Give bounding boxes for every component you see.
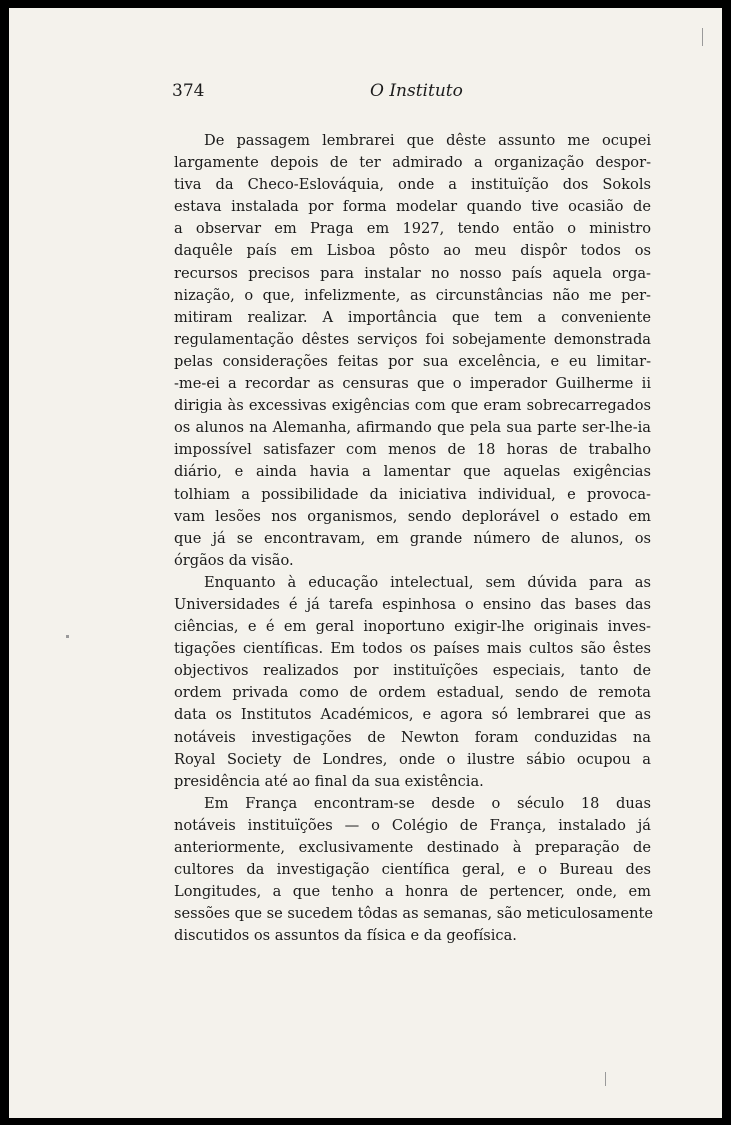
paragraph-3 — [174, 793, 651, 948]
text-line: que já se encontravam, em grande número de alunos, os — [174, 529, 651, 547]
text-line: data os Institutos Académicos, e agora só lembrarei que as — [174, 706, 651, 724]
text-line: dirigia às excessivas exigências com que eram sobrecarregados — [174, 397, 651, 415]
text-line: sessões que se sucedem tôdas as semanas, são meticulosamente — [174, 905, 653, 923]
text-line: tigações científicas. Em todos os países mais cultos são êstes — [174, 640, 651, 658]
text-line: Em França encontram-se desde o século 18 duas — [204, 794, 651, 812]
text-line: os alunos na Alemanha, afirmando que pela sua parte ser-lhe-ia — [174, 419, 651, 437]
text-line: Royal Society de Londres, onde o ilustre sábio ocupou a — [174, 750, 651, 768]
page-number: 374 — [172, 81, 205, 101]
text-line: mitiram realizar. A importância que tem a conveniente — [174, 308, 651, 326]
text-line: largamente depois de ter admirado a organização despor- — [174, 154, 651, 172]
text-line: objectivos realizados por instituïções especiais, tanto de — [174, 662, 651, 680]
page-header — [172, 81, 650, 105]
book-page — [9, 8, 722, 1118]
text-line: Longitudes, a que tenho a honra de pertencer, onde, em — [174, 883, 651, 901]
paragraph-2 — [174, 572, 651, 793]
text-line: ciências, e é em geral inoportuno exigir-lhe originais inves- — [174, 618, 651, 636]
text-line: notáveis investigações de Newton foram conduzidas na — [174, 728, 651, 746]
paragraph-1 — [174, 130, 651, 572]
text-line: estava instalada por forma modelar quando tive ocasião de — [174, 198, 651, 216]
text-line: impossível satisfazer com menos de 18 horas de trabalho — [174, 441, 651, 459]
running-title: O Instituto — [370, 81, 463, 101]
text-line: notáveis instituïções — o Colégio de França, instalado já — [174, 816, 651, 834]
text-line: De passagem lembrarei que dêste assunto me ocupei — [204, 132, 651, 149]
text-line: a observar em Praga em 1927, tendo então o ministro — [174, 220, 651, 238]
scan-speck — [605, 1072, 606, 1086]
text-line: pelas considerações feitas por sua excelência, e eu limitar- — [174, 352, 651, 370]
text-line: tiva da Checo-Eslováquia, onde a instituïção dos Sokols — [174, 176, 651, 194]
scan-speck — [702, 28, 703, 46]
text-line: recursos precisos para instalar no nosso país aquela orga- — [174, 264, 651, 282]
text-line: Enquanto à educação intelectual, sem dúvida para as — [204, 573, 651, 591]
text-line: discutidos os assuntos da física e da geofísica. — [174, 927, 517, 945]
text-line: presidência até ao final da sua existência. — [174, 772, 484, 790]
text-line: vam lesões nos organismos, sendo deplorável o estado em — [174, 507, 651, 525]
text-line: cultores da investigação científica geral, e o Bureau des — [174, 861, 651, 879]
text-line: -me-ei a recordar as censuras que o imperador Guilherme ii — [174, 375, 651, 393]
text-line: diário, e ainda havia a lamentar que aquelas exigências — [174, 463, 651, 481]
text-line: daquêle país em Lisboa pôsto ao meu dispôr todos os — [174, 242, 651, 260]
text-line: nização, o que, infelizmente, as circunstâncias não me per- — [174, 286, 651, 304]
text-line: tolhiam a possibilidade da iniciativa individual, e provoca- — [174, 485, 651, 503]
scan-speck — [66, 635, 69, 638]
text-line: ordem privada como de ordem estadual, sendo de remota — [174, 684, 651, 702]
text-line: órgãos da visão. — [174, 551, 294, 569]
text-line: anteriormente, exclusivamente destinado à preparação de — [174, 839, 651, 856]
text-line: regulamentação dêstes serviços foi sobejamente demonstrada — [174, 330, 651, 348]
body-text — [174, 130, 651, 947]
text-line: Universidades é já tarefa espinhosa o ensino das bases das — [174, 595, 651, 613]
